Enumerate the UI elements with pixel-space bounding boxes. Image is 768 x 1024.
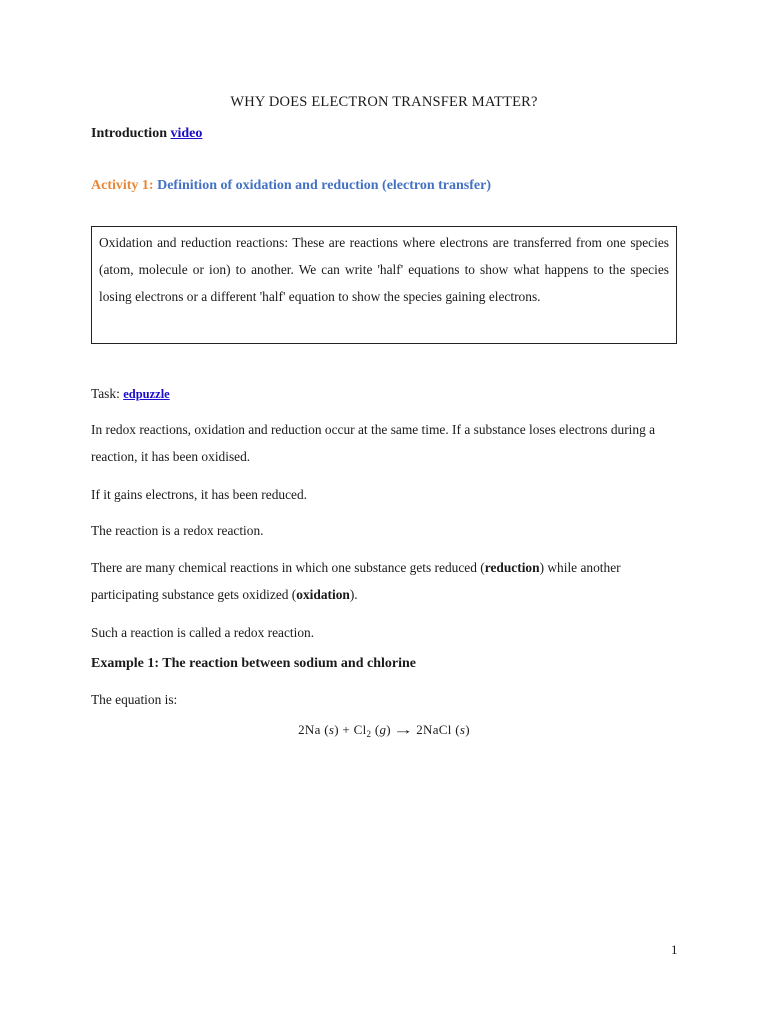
activity-heading [91, 178, 491, 194]
paragraph-reduction-oxidation [91, 554, 681, 608]
plus-sign: + [342, 722, 351, 737]
paragraph-text: ). [349, 587, 358, 602]
example-heading: Example 1: The reaction between sodium and chlorine [91, 656, 416, 671]
edpuzzle-link[interactable]: edpuzzle [123, 387, 170, 401]
page-number: 1 [671, 942, 678, 957]
paragraph-text: ) while another participating substance gets oxidized ( [91, 560, 621, 602]
paragraph-text: There are many chemical reactions in which one substance gets reduced ( [91, 560, 485, 575]
activity-title: Definition of oxidation and reduction (electron transfer) [157, 178, 491, 193]
reactant-chlorine: Cl [353, 722, 367, 737]
paragraph-redox-reaction: The reaction is a redox reaction. [91, 523, 264, 538]
oxidation-term: oxidation [296, 587, 350, 602]
activity-number: Activity 1: [91, 178, 154, 193]
paragraph-reduced: If it gains electrons, it has been reduced. [91, 487, 308, 502]
product-sodium-chloride: 2NaCl [416, 722, 452, 737]
introduction-label: Introduction [91, 126, 167, 141]
paragraph-redox-intro: In redox reactions, oxidation and reduction occur at the same time. If a substance loses electrons during a reaction, it has been oxidised. [91, 422, 656, 464]
definition-box: Oxidation and reduction reactions: These are reactions where electrons are transferred from one species (atom, molecule or ion) to another. We can write 'half' equations to show what happens to the species losing electrons or a different 'half' equation to show the species gaining electrons. [91, 226, 677, 344]
reactant-sodium: 2Na [298, 722, 321, 737]
equation-label: The equation is: [91, 692, 178, 707]
state-gas: g [379, 722, 387, 737]
paragraph-such-reaction: Such a reaction is called a redox reaction. [91, 625, 315, 640]
introduction-line [91, 126, 202, 142]
subscript-two: 2 [366, 729, 372, 739]
task-line [91, 380, 681, 408]
document-title: WHY DOES ELECTRON TRANSFER MATTER? [230, 94, 538, 110]
reaction-arrow-icon: → [392, 722, 415, 737]
state-solid: s [459, 722, 466, 737]
task-label: Task: [91, 386, 120, 401]
chemical-equation: 2Na $(s) + Cl_2$ (g) → 2NaCl (s) [298, 722, 470, 739]
state-solid: s [328, 722, 335, 737]
reduction-term: reduction [484, 560, 540, 575]
video-link[interactable]: video [170, 126, 203, 141]
